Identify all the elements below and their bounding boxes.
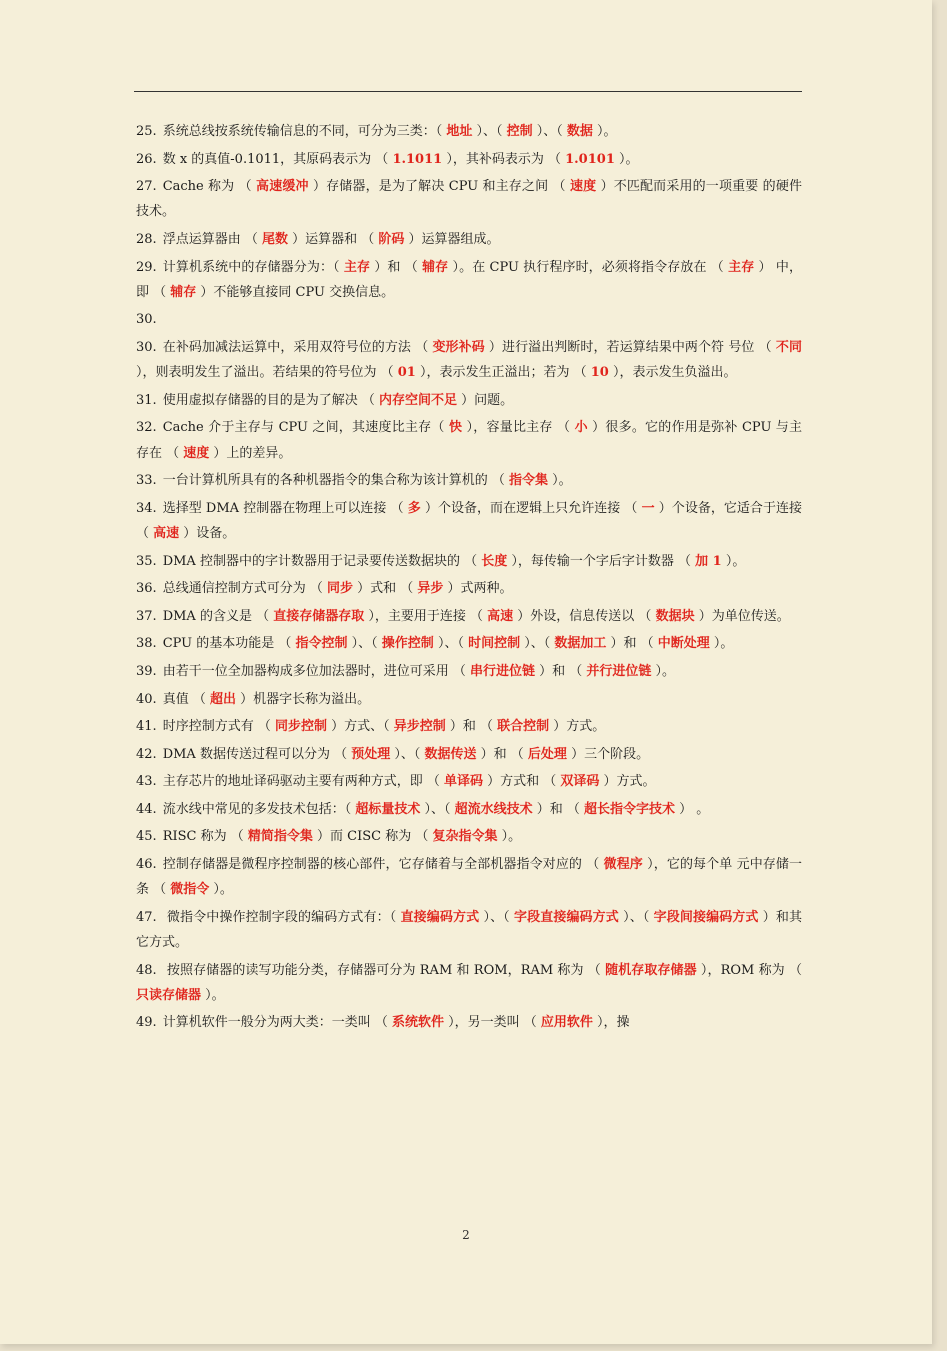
answer-text: 应用软件 bbox=[540, 1015, 593, 1031]
question-item bbox=[136, 714, 802, 739]
question-item bbox=[136, 468, 802, 493]
question-text: 控制存储器是微程序控制器的核心部件，它存储着与全部机器指令对应的 （ bbox=[162, 857, 604, 873]
answer-text: 随机存取存储器 bbox=[605, 962, 697, 978]
question-text: ），主要用于连接 （ bbox=[364, 608, 488, 624]
answer-text: 串行进位链 bbox=[469, 663, 535, 679]
answer-text: 辅存 bbox=[170, 284, 197, 300]
answer-text: 1.0101 bbox=[565, 151, 615, 167]
answer-text: 超流水线技术 bbox=[454, 801, 533, 817]
question-item bbox=[136, 797, 802, 822]
question-item bbox=[136, 1010, 802, 1035]
question-text: ）、（ bbox=[347, 636, 382, 652]
question-text: ）、（ bbox=[520, 636, 555, 652]
answer-text: 阶码 bbox=[378, 231, 405, 247]
question-item bbox=[136, 119, 802, 144]
page-number: 2 bbox=[462, 1228, 470, 1242]
answer-text: 精简指令集 bbox=[247, 829, 313, 845]
question-text: ）、（ bbox=[472, 124, 507, 139]
answer-text: 指令集 bbox=[508, 473, 548, 489]
question-number: 36. bbox=[136, 581, 157, 597]
question-item bbox=[136, 496, 802, 546]
question-text: ），操 bbox=[592, 1015, 630, 1031]
answer-text: 1.1011 bbox=[392, 151, 443, 167]
question-text: 系统总线按系统传输信息的不同，可分为三类：（ bbox=[162, 124, 447, 139]
question-text: ）和 （ bbox=[534, 663, 587, 679]
answer-text: 异步控制 bbox=[393, 719, 446, 735]
question-item bbox=[136, 576, 802, 601]
answer-text: 联合控制 bbox=[497, 719, 550, 735]
answer-text: 辅存 bbox=[422, 259, 449, 275]
question-text: ），则表明发生了溢出。若结果的符号位为 （ bbox=[136, 365, 398, 381]
question-text: 计算机系统中的存储器分为：（ bbox=[162, 259, 344, 275]
question-text: ）存储器，是为了解决 CPU 和主存之间 （ bbox=[308, 179, 570, 195]
question-item bbox=[136, 604, 802, 629]
question-number: 43. bbox=[136, 774, 157, 790]
answer-text: 高速 bbox=[153, 525, 180, 541]
question-text: ），表示发生正溢出；若为 （ bbox=[415, 365, 591, 381]
question-text: ）。 bbox=[709, 636, 734, 652]
question-number: 28. bbox=[136, 231, 157, 247]
answer-text: 主存 bbox=[728, 259, 755, 275]
question-text: ）。 bbox=[201, 987, 225, 1003]
question-text: 一台计算机所具有的各种机器指令的集合称为该计算机的 （ bbox=[162, 473, 509, 489]
question-item bbox=[136, 905, 802, 955]
question-text: DMA 的含义是 （ bbox=[162, 608, 274, 624]
question-text: ）、（ bbox=[618, 909, 654, 925]
question-text: ）和 （ bbox=[532, 801, 585, 817]
question-text: 微指令中操作控制字段的编码方式有：（ bbox=[162, 909, 401, 925]
question-text: ）设备。 bbox=[179, 525, 236, 541]
answer-text: 操作控制 bbox=[381, 636, 434, 652]
question-text: ）式和 （ bbox=[352, 581, 418, 597]
question-text: ）不能够直接同 CPU 交换信息。 bbox=[196, 284, 395, 300]
question-text: ），ROM 称为 （ bbox=[696, 962, 802, 978]
question-number: 40. bbox=[136, 691, 157, 707]
answer-text: 小 bbox=[574, 420, 588, 436]
question-number: 49. bbox=[136, 1015, 157, 1031]
question-number: 45. bbox=[136, 829, 157, 845]
answer-text: 并行进位链 bbox=[586, 663, 652, 679]
answer-text: 只读存储器 bbox=[136, 987, 202, 1003]
question-number: 48. bbox=[136, 962, 157, 978]
question-number: 26. bbox=[136, 151, 157, 167]
question-item bbox=[136, 415, 802, 465]
answer-text: 同步 bbox=[326, 581, 353, 597]
question-text: 流水线中常见的多发技术包括：（ bbox=[162, 801, 356, 817]
question-text: ）方式。 bbox=[599, 774, 656, 790]
answer-text: 数据加工 bbox=[554, 636, 607, 652]
question-number: 38. bbox=[136, 636, 157, 652]
question-number: 30. bbox=[136, 312, 157, 328]
answer-text: 高速缓冲 bbox=[256, 179, 309, 195]
question-text: 选择型 DMA 控制器在物理上可以连接 （ bbox=[162, 500, 408, 516]
question-text: 计算机软件一般分为两大类：一类叫 （ bbox=[162, 1015, 392, 1031]
question-text: ）。 bbox=[721, 553, 746, 569]
question-text: ）。 bbox=[592, 124, 617, 139]
question-text: ）个设备，它适合于连接 （ bbox=[136, 500, 802, 541]
answer-text: 指令控制 bbox=[295, 636, 348, 652]
question-number: 30. bbox=[136, 339, 157, 355]
question-item bbox=[136, 549, 802, 574]
answer-text: 双译码 bbox=[560, 774, 600, 790]
answer-text: 01 bbox=[397, 365, 416, 381]
question-number: 34. bbox=[136, 500, 157, 516]
answer-text: 数据 bbox=[566, 124, 593, 139]
answer-text: 字段间接编码方式 bbox=[653, 909, 759, 925]
question-item bbox=[136, 659, 802, 684]
question-text: ）方式。 bbox=[549, 719, 606, 735]
question-text: ）进行溢出判断时，若运算结果中两个符 号位 （ bbox=[484, 339, 776, 355]
question-item bbox=[136, 335, 802, 385]
question-item bbox=[136, 174, 802, 224]
question-item bbox=[136, 255, 802, 305]
question-text: ），另一类叫 （ bbox=[443, 1015, 541, 1031]
question-text: ）、（ bbox=[532, 124, 567, 139]
question-item bbox=[136, 824, 802, 849]
question-number: 29. bbox=[136, 259, 157, 275]
question-text: ）而 CISC 称为 （ bbox=[312, 829, 433, 845]
answer-text: 字段直接编码方式 bbox=[514, 909, 619, 925]
question-text: 真值 （ bbox=[162, 691, 210, 707]
question-text: ）很多。它的作用是弥补 CPU 与主存在 （ bbox=[136, 420, 802, 461]
answer-text: 系统软件 bbox=[391, 1015, 444, 1031]
answer-text: 微程序 bbox=[603, 857, 643, 873]
question-text: ） 中，即 （ bbox=[136, 259, 802, 300]
answer-text: 直接编码方式 bbox=[400, 909, 480, 925]
answer-text: 异步 bbox=[417, 581, 444, 597]
question-text: RISC 称为 （ bbox=[162, 829, 248, 845]
question-number: 44. bbox=[136, 801, 157, 817]
question-number: 27. bbox=[136, 179, 157, 195]
answer-text: 速度 bbox=[569, 179, 597, 195]
question-text: ）上的差异。 bbox=[209, 445, 292, 461]
answer-text: 单译码 bbox=[443, 774, 483, 790]
question-item bbox=[136, 769, 802, 794]
answer-text: 直接存储器存取 bbox=[273, 608, 365, 624]
question-text: ），容量比主存 （ bbox=[462, 420, 575, 436]
answer-text: 中断处理 bbox=[657, 636, 710, 652]
answer-text: 不同 bbox=[775, 339, 802, 355]
question-text: 由若干一位全加器构成多位加法器时，进位可采用 （ bbox=[162, 663, 470, 679]
question-text: ），其补码表示为 （ bbox=[442, 151, 566, 167]
question-number: 33. bbox=[136, 473, 157, 489]
question-number: 25. bbox=[136, 124, 157, 139]
question-text: ）式两种。 bbox=[443, 581, 513, 597]
question-text: ）和 （ bbox=[476, 746, 528, 762]
answer-text: 多 bbox=[407, 500, 421, 516]
question-text: 主存芯片的地址译码驱动主要有两种方式，即 （ bbox=[162, 774, 444, 790]
answer-text: 数据块 bbox=[655, 608, 695, 624]
question-text: ）。 bbox=[547, 473, 572, 489]
answer-text: 主存 bbox=[343, 259, 371, 275]
question-number: 37. bbox=[136, 608, 157, 624]
answer-text: 尾数 bbox=[261, 231, 288, 247]
question-number: 31. bbox=[136, 392, 157, 408]
question-number: 41. bbox=[136, 719, 157, 735]
question-text: ）和 （ bbox=[606, 636, 658, 652]
question-text: ）和 （ bbox=[370, 259, 423, 275]
answer-text: 微指令 bbox=[170, 882, 210, 898]
answer-text: 内存空间不足 bbox=[378, 392, 457, 408]
question-item bbox=[136, 742, 802, 767]
answer-text: 预处理 bbox=[351, 746, 391, 762]
question-number: 46. bbox=[136, 857, 157, 873]
answer-text: 控制 bbox=[506, 124, 533, 139]
question-list bbox=[136, 119, 802, 1038]
question-text: ）为单位传送。 bbox=[694, 608, 790, 624]
question-text: 总线通信控制方式可分为 （ bbox=[162, 581, 327, 597]
question-item bbox=[136, 388, 802, 413]
question-number: 42. bbox=[136, 746, 157, 762]
question-text: DMA 控制器中的字计数器用于记录要传送数据块的 （ bbox=[162, 553, 482, 569]
question-text: 浮点运算器由 （ bbox=[162, 231, 262, 247]
question-text: ）个设备，而在逻辑上只允许连接 （ bbox=[420, 500, 642, 516]
question-text: ）运算器组成。 bbox=[404, 231, 500, 247]
question-text: ）、（ bbox=[420, 801, 455, 817]
question-text: ）。 bbox=[209, 882, 233, 898]
answer-text: 快 bbox=[448, 420, 463, 436]
answer-text: 长度 bbox=[481, 553, 508, 569]
question-number: 35. bbox=[136, 553, 157, 569]
question-text: ）。 bbox=[651, 663, 676, 679]
answer-text: 时间控制 bbox=[468, 636, 521, 652]
answer-text: 一 bbox=[641, 500, 655, 516]
question-item bbox=[136, 307, 802, 332]
question-text: 数 x 的真值-0.1011，其原码表示为 （ bbox=[162, 151, 393, 167]
question-text: DMA 数据传送过程可以分为 （ bbox=[162, 746, 352, 762]
answer-text: 超出 bbox=[209, 691, 236, 707]
question-text: ）不匹配而采用的一项重要 的硬件技术。 bbox=[136, 179, 802, 220]
question-item bbox=[136, 852, 802, 902]
answer-text: 高速 bbox=[487, 608, 514, 624]
question-text: ）方式和 （ bbox=[482, 774, 561, 790]
answer-text: 数据传送 bbox=[424, 746, 477, 762]
question-text: ），每传输一个字后字计数器 （ bbox=[507, 553, 696, 569]
question-text: ）、（ bbox=[390, 746, 425, 762]
question-item bbox=[136, 958, 802, 1008]
question-text: ）、（ bbox=[433, 636, 469, 652]
question-item bbox=[136, 631, 802, 656]
question-number: 39. bbox=[136, 663, 157, 679]
question-text: ）和其它方式。 bbox=[136, 909, 802, 951]
answer-text: 变形补码 bbox=[432, 339, 485, 355]
question-text: ）、（ bbox=[479, 909, 515, 925]
question-text: ），表示发生负溢出。 bbox=[608, 365, 737, 381]
answer-text: 速度 bbox=[183, 445, 210, 461]
question-text: ）和 （ bbox=[445, 719, 498, 735]
question-number: 32. bbox=[136, 420, 157, 436]
question-text: 按照存储器的读写功能分类，存储器可分为 RAM 和 ROM，RAM 称为 （ bbox=[162, 962, 606, 978]
question-text: ）运算器和 （ bbox=[287, 231, 379, 247]
question-text: 使用虚拟存储器的目的是为了解决 （ bbox=[162, 392, 379, 408]
question-item bbox=[136, 227, 802, 252]
answer-text: 地址 bbox=[446, 124, 473, 139]
answer-text: 后处理 bbox=[527, 746, 567, 762]
question-text: ）。在 CPU 执行程序时，必须将指令存放在 （ bbox=[448, 259, 729, 275]
question-text: ）。 bbox=[614, 151, 639, 167]
question-text: ）三个阶段。 bbox=[566, 746, 650, 762]
answer-text: 复杂指令集 bbox=[432, 829, 498, 845]
answer-text: 超长指令字技术 bbox=[584, 801, 676, 817]
answer-text: 超标量技术 bbox=[355, 801, 421, 817]
header-rule bbox=[134, 91, 802, 92]
question-text: ），它的每个单 元中存储一条 （ bbox=[136, 857, 803, 898]
question-text: 在补码加减法运算中，采用双符号位的方法 （ bbox=[162, 339, 433, 355]
question-text: Cache 介于主存与 CPU 之间，其速度比主存（ bbox=[162, 420, 449, 436]
question-text: ）问题。 bbox=[456, 392, 514, 408]
question-text: Cache 称为 （ bbox=[162, 179, 257, 195]
question-text: ）方式、（ bbox=[326, 719, 394, 735]
question-number: 47. bbox=[136, 909, 157, 925]
answer-text: 10 bbox=[590, 365, 609, 381]
question-text: ）机器字长称为溢出。 bbox=[235, 691, 371, 707]
question-text: ）。 bbox=[497, 829, 522, 845]
question-text: CPU 的基本功能是 （ bbox=[162, 636, 296, 652]
question-item bbox=[136, 147, 802, 172]
question-item bbox=[136, 687, 802, 712]
question-text: ） 。 bbox=[675, 801, 710, 817]
question-text: 时序控制方式有 （ bbox=[162, 719, 275, 735]
answer-text: 加 1 bbox=[695, 553, 722, 569]
question-text: ）外设，信息传送以 （ bbox=[513, 608, 656, 624]
answer-text: 同步控制 bbox=[274, 719, 327, 735]
